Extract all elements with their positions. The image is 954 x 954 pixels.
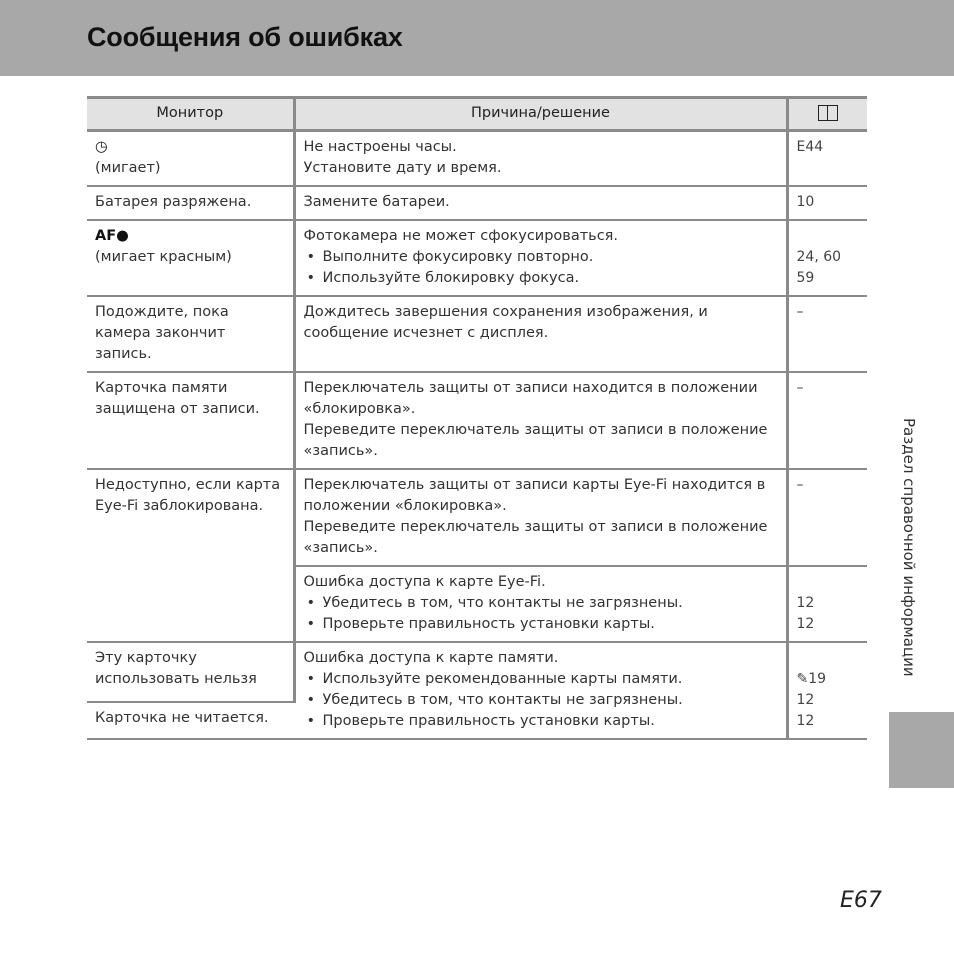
cause-line: Не настроены часы. [303,139,457,155]
bullet-item: • Используйте рекомендованные карты памяти. [304,669,778,690]
cause-line: Переключатель защиты от записи карты Eye-Fi находится в положении «блокировка». [303,477,766,514]
cause-cell [294,642,787,739]
column-header-cause: Причина/решение [294,98,787,131]
monitor-text: (мигает) [95,160,161,176]
bullet-list [304,593,778,635]
cause-cell [294,372,787,469]
reference-cell [787,566,867,642]
monitor-cell: Карточка памяти защищена от записи. [87,372,294,469]
cause-cell [294,220,787,296]
table-row [87,372,867,469]
bullet-item: • Проверьте правильность установки карты. [304,614,778,635]
cause-cell [294,131,787,187]
monitor-cell: Недоступно, если карта Eye-Fi заблокирована. [87,469,294,642]
monitor-cell: Подождите, пока камера закончит запись. [87,296,294,372]
bullet-list [304,669,778,732]
reference-value: 19 [808,671,827,687]
reference-value: 12 [796,616,815,632]
reference-cell: – [787,469,867,566]
reference-value: 59 [796,270,815,286]
section-side-label: Раздел справочной информации [900,418,918,677]
cause-line: Переведите переключатель защиты от записи в положение «запись». [303,422,768,459]
cause-cell: Дождитесь завершения сохранения изображения, и сообщение исчезнет с дисплея. [294,296,787,372]
table-row [87,642,867,702]
wrench-icon: ✎ [796,671,809,687]
bullet-list [304,247,778,289]
monitor-cell: Карточка не читается. [87,702,294,739]
table-row [87,220,867,296]
af-dot-icon: AF● [95,228,129,244]
reference-value: 24, 60 [796,249,842,265]
cause-line: Переключатель защиты от записи находится в положении «блокировка». [303,380,758,417]
section-tab [889,712,954,788]
reference-cell: – [787,296,867,372]
table-row [87,186,867,220]
reference-cell [787,220,867,296]
column-header-reference [787,98,867,131]
reference-value: 12 [796,595,815,611]
reference-value: 12 [796,713,815,729]
cause-line: Ошибка доступа к карте Eye-Fi. [303,574,546,590]
bullet-item: • Убедитесь в том, что контакты не загрязнены. [304,593,778,614]
reference-value: 12 [796,692,815,708]
monitor-cell [87,131,294,187]
cause-line: Переведите переключатель защиты от записи в положение «запись». [303,519,768,556]
monitor-cell: Эту карточку использовать нельзя [87,642,294,702]
column-header-monitor: Монитор [87,98,294,131]
table-row [87,296,867,372]
monitor-cell: Батарея разряжена. [87,186,294,220]
cause-line: Фотокамера не может сфокусироваться. [303,228,619,244]
reference-value: E44 [796,139,824,155]
clock-icon: ◷ [95,139,108,155]
reference-cell [787,131,867,187]
bullet-item: • Проверьте правильность установки карты. [304,711,778,732]
cause-line: Установите дату и время. [303,160,502,176]
bullet-item: • Убедитесь в том, что контакты не загрязнены. [304,690,778,711]
page-number: E67 [840,888,882,913]
bullet-item: • Используйте блокировку фокуса. [304,268,778,289]
bullet-item: • Выполните фокусировку повторно. [304,247,778,268]
cause-line: Ошибка доступа к карте памяти. [303,650,559,666]
error-messages-table [87,96,867,740]
page-title: Сообщения об ошибках [87,22,403,52]
cause-cell [294,469,787,566]
reference-cell: – [787,372,867,469]
reference-cell: 10 [787,186,867,220]
book-icon [818,105,838,121]
monitor-text: (мигает красным) [95,249,232,265]
table-row [87,469,867,566]
cause-cell: Замените батареи. [294,186,787,220]
cause-cell [294,566,787,642]
table-header-row [87,98,867,131]
reference-cell [787,642,867,739]
monitor-cell [87,220,294,296]
table-row [87,131,867,187]
